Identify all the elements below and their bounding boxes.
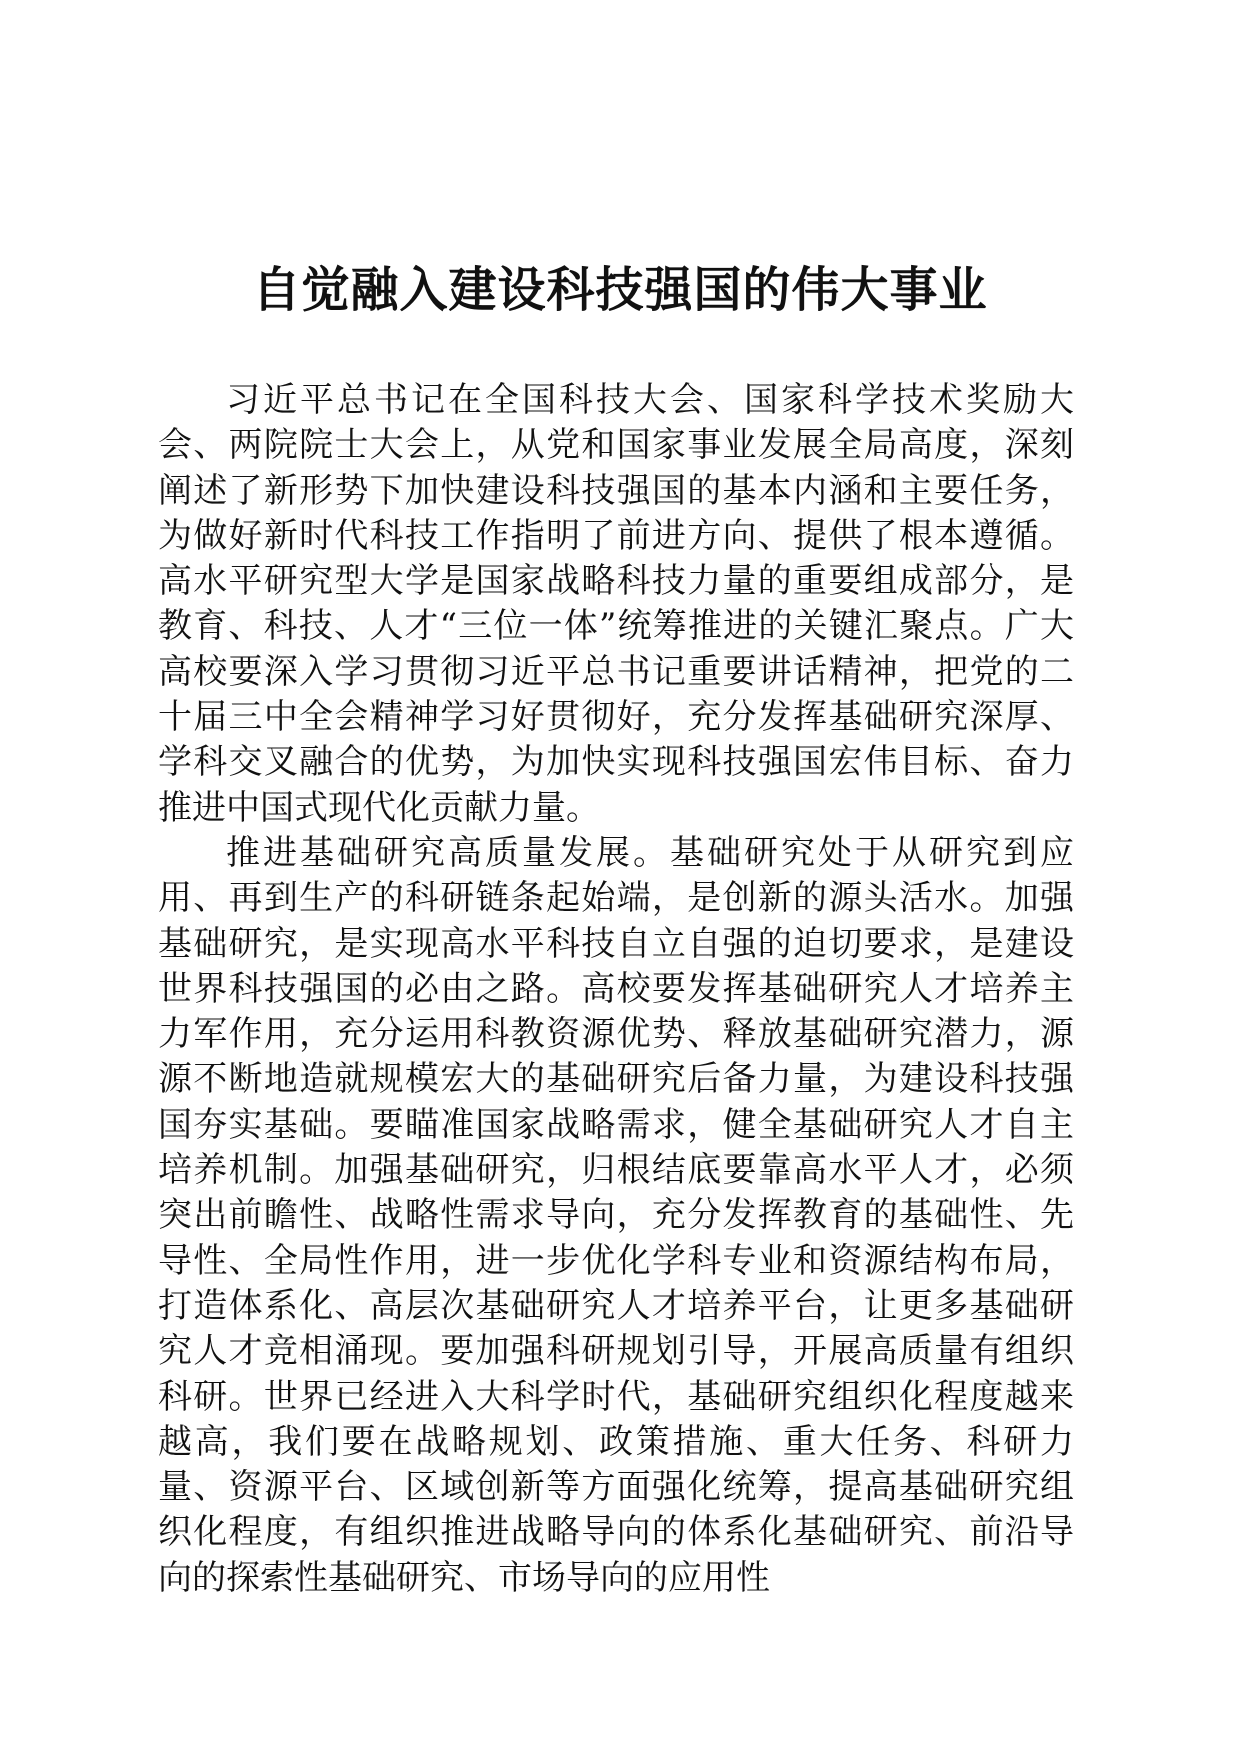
paragraph-2: 推进基础研究高质量发展。基础研究处于从研究到应用、再到生产的科研链条起始端，是创新的源头活水。加强基础研究，是实现高水平科技自立自强的迫切要求，是建设世界科技强国的必由之路。高校要发挥基础研究人才培养主力军作用，充分运用科教资源优势、释放基础研究潜力，源源不断地造就规模宏大的基础研究后备力量，为建设科技强国夯实基础。要瞄准国家战略需求，健全基础研究人才自主培养机制。加强基础研究，归根结底要靠高水平人才，必须突出前瞻性、战略性需求导向，充分发挥教育的基础性、先导性、全局性作用，进一步优化学科专业和资源结构布局，打造体系化、高层次基础研究人才培养平台，让更多基础研究人才竞相涌现。要加强科研规划引导，开展高质量有组织科研。世界已经进入大科学时代，基础研究组织化程度越来越高，我们要在战略规划、政策措施、重大任务、科研力量、资源平台、区域创新等方面强化统筹，提高基础研究组织化程度，有组织推进战略导向的体系化基础研究、前沿导向的探索性基础研究、市场导向的应用性 bbox=[158, 832, 1074, 1598]
document-title: 自觉融入建设科技强国的伟大事业 bbox=[252, 262, 988, 319]
document-body bbox=[158, 378, 1074, 1601]
paragraph-1: 习近平总书记在全国科技大会、国家科学技术奖励大会、两院院士大会上，从党和国家事业发展全局高度，深刻阐述了新形势下加快建设科技强国的基本内涵和主要任务，为做好新时代科技工作指明了前进方向、提供了根本遵循。高水平研究型大学是国家战略科技力量的重要组成部分，是教育、科技、人才“三位一体”统筹推进的关键汇聚点。广大高校要深入学习贯彻习近平总书记重要讲话精神，把党的二十届三中全会精神学习好贯彻好，充分发挥基础研究深厚、学科交叉融合的优势，为加快实现科技强国宏伟目标、奋力推进中国式现代化贡献力量。 bbox=[158, 380, 1074, 828]
